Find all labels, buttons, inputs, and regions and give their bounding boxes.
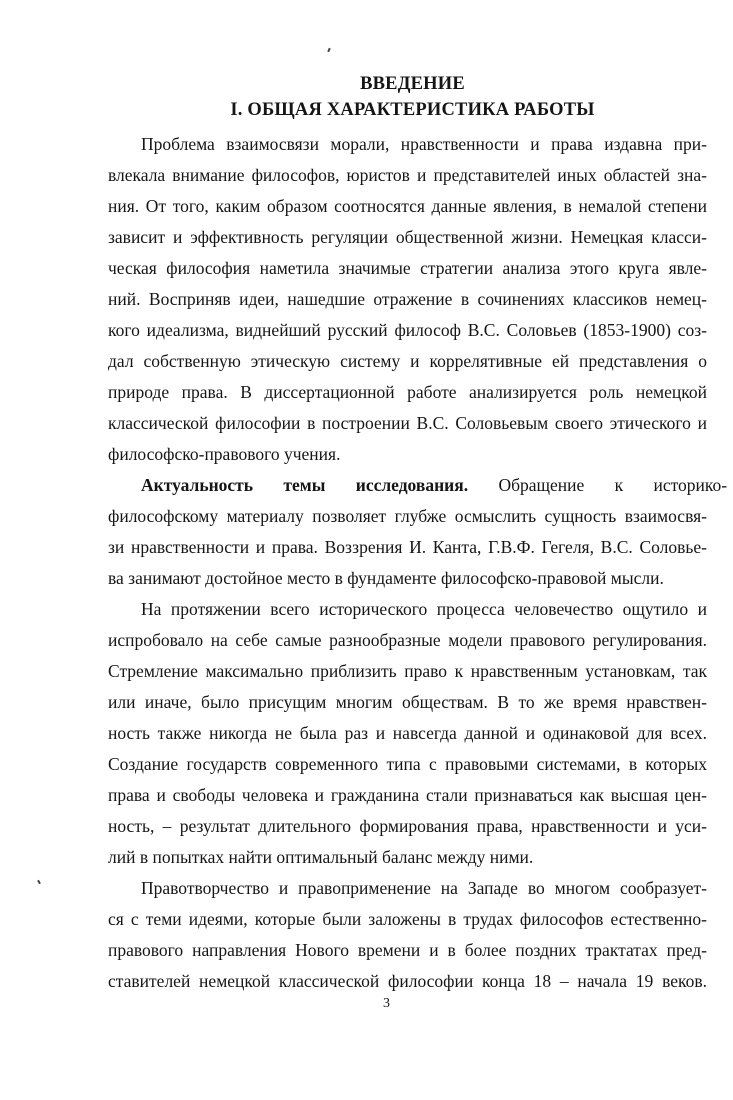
paragraph-line: философскому материалу позволяет глубже осмыслить сущность взаимосвя-: [108, 506, 707, 526]
paragraph-line: испробовало на себе самые разнообразные модели правового регулирования.: [108, 630, 707, 650]
page-number: 3: [383, 996, 390, 1011]
paragraph-line: права и свободы человека и гражданина стали признаваться как высшая цен-: [108, 785, 707, 805]
paragraph-line: ся с теми идеями, которые были заложены в трудах философов естественно-: [108, 909, 707, 929]
bold-lead: Актуальность темы исследования.: [141, 475, 469, 495]
paragraph-line: Создание государств современного типа с правовыми системами, в которых: [108, 754, 707, 774]
paragraph-line: ность также никогда не была раз и навсегда данной и одинаковой для всех.: [108, 723, 707, 743]
paragraph-line: или иначе, было присущим многим обществам. В то же время нравствен-: [108, 692, 707, 712]
paragraph-line: Правотворчество и правоприменение на Западе во многом сообразует-: [141, 878, 707, 898]
paragraph-line: дал собственную этическую систему и коррелятивные ей представления о: [108, 351, 707, 371]
paragraph-line: зи нравственности и права. Воззрения И. Канта, Г.В.Ф. Гегеля, B.C. Соловье-: [108, 537, 707, 557]
paragraph-line: классической философии в построении B.C. Соловьевым своего этического и: [108, 413, 707, 433]
paragraph-line: кого идеализма, виднейший русский философ B.C. Соловьев (1853-1900) соз-: [108, 320, 707, 340]
paragraph-line: Стремление максимально приблизить право к нравственным установкам, так: [108, 661, 707, 681]
paragraph-line-tail: Обращение к историко-: [498, 475, 728, 495]
paragraph-line: Проблема взаимосвязи морали, нравственности и права издавна при-: [141, 134, 707, 154]
paragraph-line: [141, 472, 728, 498]
page-title: ВВЕДЕНИЕ: [360, 74, 465, 94]
paragraph-line: зависит и эффективность регуляции общественной жизни. Немецкая класси-: [108, 227, 707, 247]
paragraph-line: природе права. В диссертационной работе анализируется роль немецкой: [108, 382, 707, 402]
paragraph-line: ва занимают достойное место в фундаменте философско-правовой мысли.: [108, 568, 664, 588]
paragraph-line: ний. Восприняв идеи, нашедшие отражение в сочинениях классиков немец-: [108, 289, 707, 309]
section-heading: I. ОБЩАЯ ХАРАКТЕРИСТИКА РАБОТЫ: [230, 100, 595, 120]
paragraph-line: философско-правового учения.: [108, 444, 341, 464]
paragraph-line: правового направления Нового времени и в более поздних трактатах пред-: [108, 940, 707, 960]
paragraph-line: влекала внимание философов, юристов и представителей иных областей зна-: [108, 165, 707, 185]
paragraph-line: ставителей немецкой классической философии конца 18 – начала 19 веков.: [108, 971, 707, 991]
scan-speck: [37, 880, 41, 884]
paragraph-line: лий в попытках найти оптимальный баланс между ними.: [108, 847, 534, 867]
paragraph-line: ния. От того, каким образом соотносятся данные явления, в немалой степени: [108, 196, 707, 216]
paragraph-line: ческая философия наметила значимые стратегии анализа этого круга явле-: [108, 258, 707, 278]
paragraph-line: ность, – результат длительного формирования права, нравственности и уси-: [108, 816, 707, 836]
scan-speck: [327, 48, 331, 52]
paragraph-line: На протяжении всего исторического процесса человечество ощутило и: [141, 599, 707, 619]
